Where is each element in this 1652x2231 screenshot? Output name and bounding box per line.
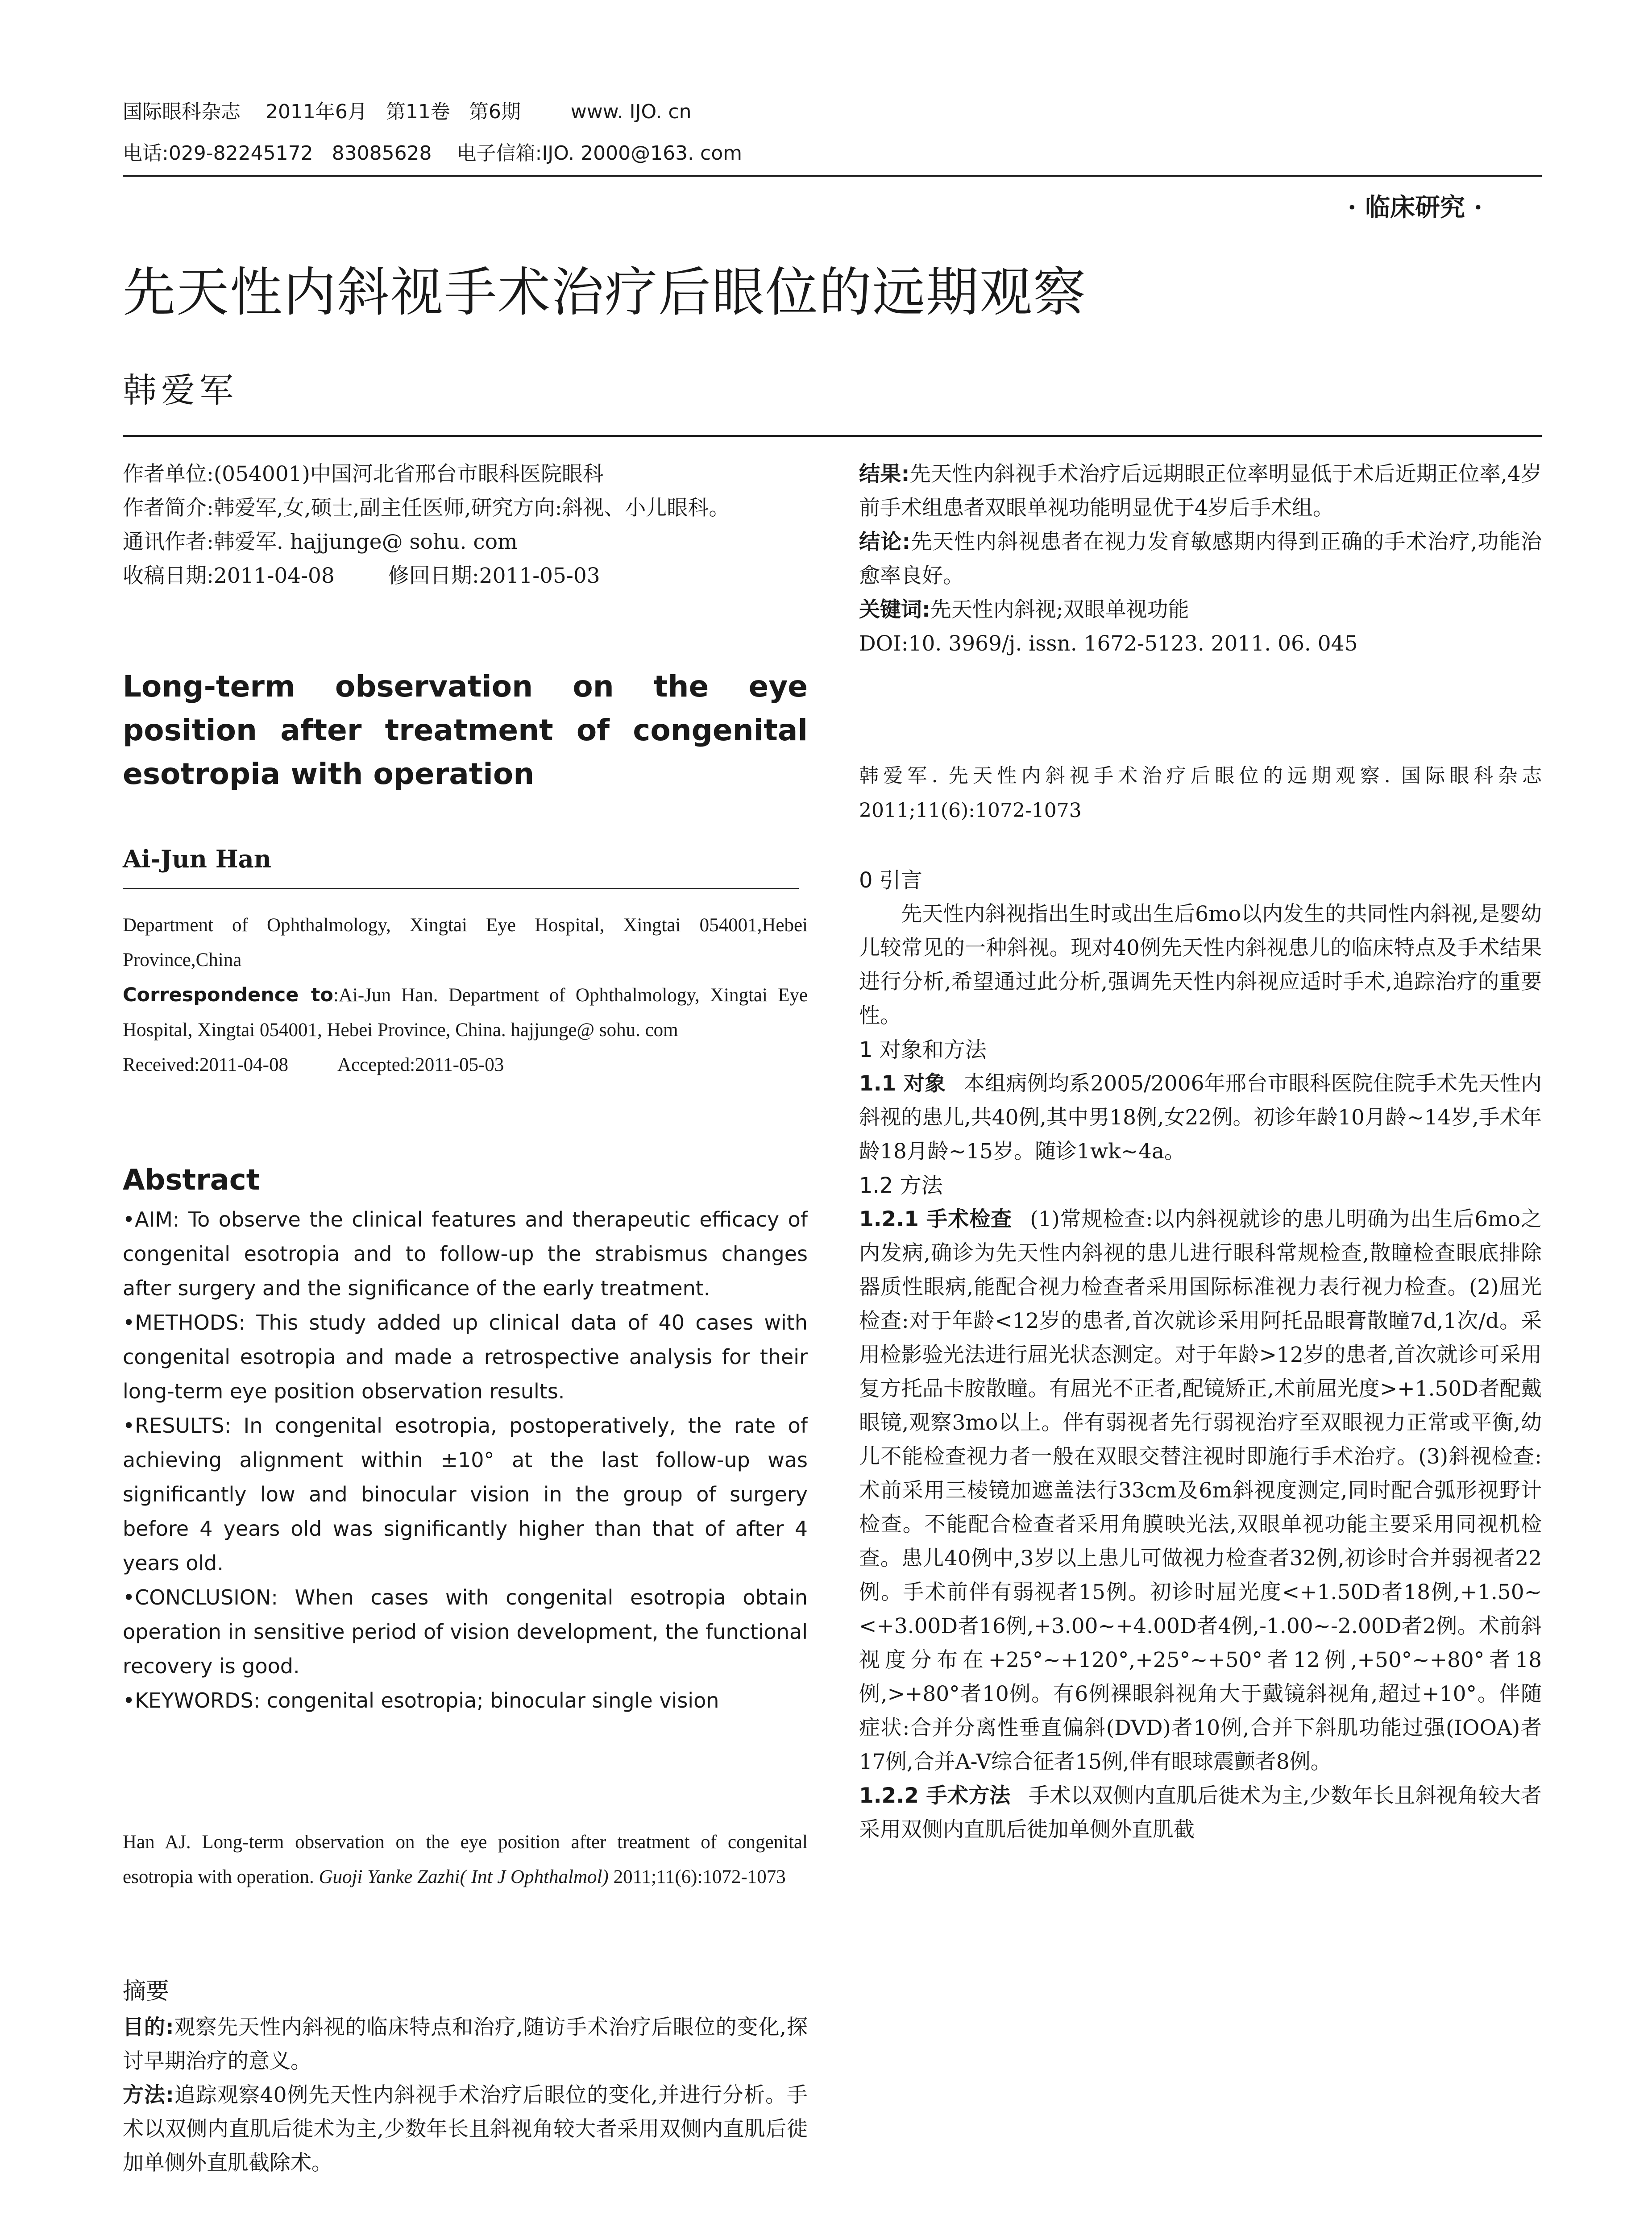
en-citation bbox=[123, 1825, 808, 1895]
en-author-info bbox=[123, 908, 808, 1082]
cn-results bbox=[859, 457, 1542, 525]
cn-methods-label: 方法: bbox=[123, 2083, 174, 2107]
author-cn: 韩爱军 bbox=[123, 370, 238, 410]
en-abstract-heading: Abstract bbox=[123, 1164, 260, 1197]
en-citation-journal: Guoji Yanke Zazhi( Int J Ophthalmol) bbox=[319, 1866, 609, 1887]
section-1-2-2-label: 1.2.2 手术方法 bbox=[859, 1783, 1011, 1808]
section-1-1-label: 1.1 对象 bbox=[859, 1071, 946, 1096]
en-author: Ai-Jun Han bbox=[123, 845, 271, 873]
en-citation-pre: Han AJ. Long-term observation on the eye position after treatment of congenital esotropia with operation. bbox=[123, 1832, 808, 1887]
cn-methods-text: 追踪观察40例先天性内斜视手术治疗后眼位的变化,并进行分析。手术以双侧内直肌后徙术为主,少数年长且斜视角较大者采用双侧内直肌后徙加单侧外直肌截除术。 bbox=[123, 2083, 808, 2175]
header-rule bbox=[123, 175, 1542, 177]
cn-conclusion bbox=[859, 525, 1542, 593]
cn-conclusion-label: 结论: bbox=[859, 530, 911, 554]
section-tag: · 临床研究 · bbox=[1348, 193, 1482, 222]
en-methods-text: METHODS: This study added up clinical data of 40 cases with congenital esotropia and made a retrospective analysis for their long-term eye position observation results. bbox=[123, 1310, 808, 1403]
cn-affiliation: 作者单位:(054001)中国河北省邢台市眼科医院眼科 bbox=[123, 462, 604, 486]
cn-aim-text: 观察先天性内斜视的临床特点和治疗,随访手术治疗后眼位的变化,探讨早期治疗的意义。 bbox=[123, 2015, 808, 2073]
en-corr-label: Correspondence to bbox=[123, 984, 333, 1006]
journal-header-line2: 电话:029-82245172 83085628 电子信箱:IJO. 2000@163. com bbox=[123, 142, 742, 165]
section-1-2-1-text: (1)常规检查:以内斜视就诊的患儿明确为出生后6mo之内发病,确诊为先天性内斜视的患儿进行眼科常规检查,散瞳检查眼底排除器质性眼病,能配合视力检查者采用国际标准视力表行视力检查。(2)屈光检查:对于年龄<12岁的患者,首次就诊采用阿托品眼膏散瞳7d,1次/d。采用检影验光法进行屈光状态测定。对于年龄>12岁的患者,首次就诊可采用复方托品卡胺散瞳。有屈光不正者,配镜矫正,术前屈光度>+1.50D者配戴眼镜,观察3mo以上。伴有弱视者先行弱视治疗至双眼视力正常或平衡,幼儿不能检查视力者一般在双眼交替注视时即施行手术治疗。(3)斜视检查:术前采用三棱镜加遮盖法行33cm及6m斜视度测定,同时配合弧形视野计检查。不能配合检查者采用角膜映光法,双眼单视功能主要采用同视机检查。患儿40例中,3岁以上患儿可做视力检查者32例,初诊时合并弱视者22例。手术前伴有弱视者15例。初诊时屈光度<+1.50D者18例,+1.50~<+3.00D者16例,+3.00~+4.00D者4例,-1.00~-2.00D者2例。术前斜视度分布在+25°~+120°,+25°~+50°者12例,+50°~+80°者18例,>+80°者10例。有6例裸眼斜视角大于戴镜斜视角,超过+10°。伴随症状:合并分离性垂直偏斜(DVD)者10例,合并下斜肌功能过强(IOOA)者17例,合并A-V综合征者15例,伴有眼球震颤者8例。 bbox=[859, 1207, 1542, 1774]
en-correspondence bbox=[123, 978, 808, 1048]
cn-bio: 作者简介:韩爱军,女,硕士,副主任医师,研究方向:斜视、小儿眼科。 bbox=[123, 496, 730, 520]
section-1-2-1-label: 1.2.1 手术检查 bbox=[859, 1207, 1013, 1232]
cn-citation bbox=[859, 759, 1542, 828]
cn-keywords bbox=[859, 593, 1542, 627]
section-1-2-2 bbox=[859, 1779, 1542, 1847]
cn-results-text: 先天性内斜视手术治疗后远期眼正位率明显低于术后近期正位率,4岁前手术组患者双眼单视功能明显优于4岁后手术组。 bbox=[859, 462, 1542, 520]
cn-aim bbox=[123, 2011, 808, 2078]
cn-author-info bbox=[123, 457, 808, 593]
en-aim bbox=[123, 1203, 808, 1306]
cn-abstract bbox=[123, 1972, 808, 2180]
cn-dates bbox=[123, 559, 808, 593]
cn-received: 收稿日期:2011-04-08 bbox=[123, 564, 335, 588]
section-1-1 bbox=[859, 1067, 1542, 1169]
en-conclusion bbox=[123, 1580, 808, 1684]
cn-aim-label: 目的: bbox=[123, 2015, 174, 2040]
section-1-1-text: 本组病例均系2005/2006年邢台市眼科医院住院手术先天性内斜视的患儿,共40例,其中男18例,女22例。初诊年龄10月龄~14岁,手术年龄18月龄~15岁。随诊1wk~4a。 bbox=[859, 1071, 1542, 1164]
en-citation-text bbox=[123, 1825, 808, 1895]
en-accepted: Accepted:2011-05-03 bbox=[337, 1054, 504, 1075]
en-title: Long-term observation on the eye position after treatment of congenital esotropia with operation bbox=[123, 669, 808, 791]
en-keywords-text: KEYWORDS: congenital esotropia; binocular single vision bbox=[135, 1688, 719, 1713]
en-author-rule bbox=[123, 888, 799, 889]
en-keywords bbox=[123, 1684, 808, 1718]
title-rule bbox=[123, 435, 1542, 437]
en-methods bbox=[123, 1306, 808, 1409]
en-affiliation: Department of Ophthalmology, Xingtai Eye Hospital, Xingtai 054001,Hebei Province,China bbox=[123, 915, 808, 970]
cn-citation-text: 韩爱军. 先天性内斜视手术治疗后眼位的远期观察. 国际眼科杂志 2011;11(6):1072-1073 bbox=[859, 764, 1542, 822]
en-conclusion-text: CONCLUSION: When cases with congenital esotropia obtain operation in sensitive period of vision development, the functional recovery is good. bbox=[123, 1585, 808, 1678]
cn-conclusion-text: 先天性内斜视患者在视力发育敏感期内得到正确的手术治疗,功能治愈率良好。 bbox=[859, 530, 1542, 588]
doi: DOI:10. 3969/j. issn. 1672-5123. 2011. 06. 045 bbox=[859, 631, 1358, 656]
cn-keywords-text: 先天性内斜视;双眼单视功能 bbox=[930, 597, 1189, 622]
cn-correspondence: 通讯作者:韩爱军. hajjunge@ sohu. com bbox=[123, 530, 518, 554]
en-dates bbox=[123, 1048, 808, 1082]
article-body bbox=[859, 863, 1542, 1847]
en-citation-post: 2011;11(6):1072-1073 bbox=[608, 1866, 786, 1887]
en-aim-text: AIM: To observe the clinical features and therapeutic efficacy of congenital esotropia and to follow-up the strabismus changes after surgery and the significance of the early treatment. bbox=[123, 1207, 808, 1300]
section-1-2-heading: 1.2 方法 bbox=[859, 1173, 943, 1198]
section-1-2-2-text: 手术以双侧内直肌后徙术为主,少数年长且斜视角较大者采用双侧内直肌后徙加单侧外直肌截 bbox=[859, 1783, 1542, 1842]
en-received: Received:2011-04-08 bbox=[123, 1054, 288, 1075]
journal-header-line1: 国际眼科杂志 2011年6月 第11卷 第6期 www. IJO. cn bbox=[123, 100, 692, 123]
page-title: 先天性内斜视手术治疗后眼位的远期观察 bbox=[123, 261, 1087, 323]
cn-abstract-heading: 摘要 bbox=[123, 1978, 170, 2005]
cn-keywords-label: 关键词: bbox=[859, 597, 930, 622]
cn-methods bbox=[123, 2078, 808, 2180]
en-results bbox=[123, 1409, 808, 1580]
section-0-text: 先天性内斜视指出生时或出生后6mo以内发生的共同性内斜视,是婴幼儿较常见的一种斜视。现对40例先天性内斜视患儿的临床特点及手术结果进行分析,希望通过此分析,强调先天性内斜视应适时手术,追踪治疗的重要性。 bbox=[859, 902, 1542, 1028]
en-results-text: RESULTS: In congenital esotropia, postoperatively, the rate of achieving alignment within ±10° at the last follow-up was significantly low and binocular vision in the group of surgery before 4 years old was significantly higher than that of after 4 years old. bbox=[123, 1414, 808, 1575]
cn-revised: 修回日期:2011-05-03 bbox=[388, 564, 600, 588]
section-1-2-1 bbox=[859, 1203, 1542, 1779]
cn-results-label: 结果: bbox=[859, 462, 910, 486]
section-1-heading: 1 对象和方法 bbox=[859, 1037, 987, 1062]
cn-abstract-cont bbox=[859, 457, 1542, 661]
section-0-heading: 0 引言 bbox=[859, 868, 922, 893]
en-corr-text: :Ai-Jun Han. Department of Ophthalmology, Xingtai Eye Hospital, Xingtai 054001, Hebei Province, China. hajjunge@ sohu. com bbox=[123, 985, 808, 1041]
en-abstract bbox=[123, 1158, 808, 1718]
